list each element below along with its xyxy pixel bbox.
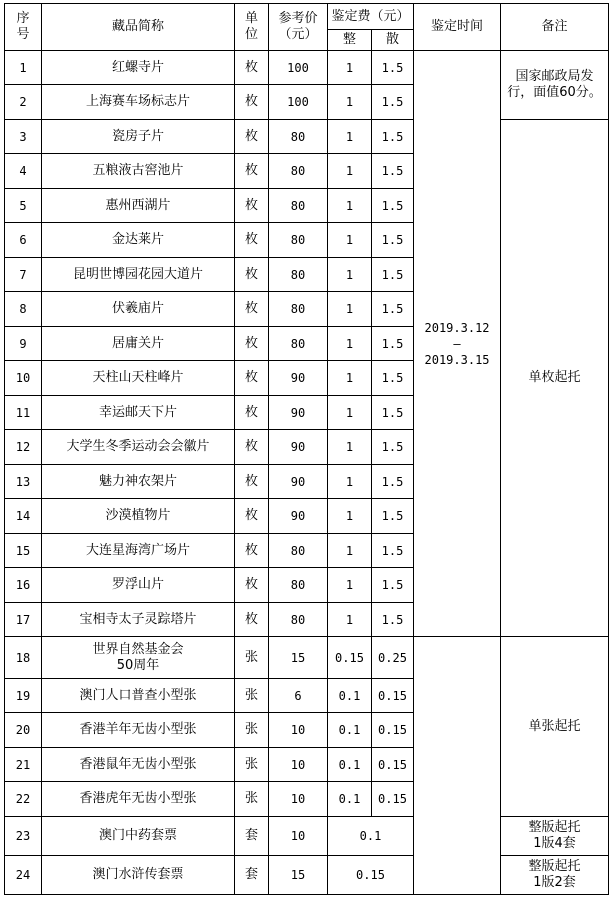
row-unit: 张 [235, 748, 269, 782]
row-unit: 枚 [235, 430, 269, 465]
row-unit: 张 [235, 637, 269, 679]
row-unit: 枚 [235, 85, 269, 120]
row-name: 伏羲庙片 [42, 292, 235, 327]
row-fee-loose: 0.25 [372, 637, 414, 679]
row-fee-loose: 0.15 [372, 679, 414, 713]
row-fee-whole: 1 [328, 292, 372, 327]
row-fee-whole: 1 [328, 51, 372, 85]
row-name: 瓷房子片 [42, 120, 235, 154]
note-full-sheet-2: 整版起托 1版2套 [501, 856, 609, 895]
row-fee-loose: 1.5 [372, 258, 414, 292]
row-unit: 张 [235, 679, 269, 713]
row-unit: 套 [235, 856, 269, 895]
row-seq: 1 [5, 51, 42, 85]
row-fee-loose: 1.5 [372, 534, 414, 568]
row-price: 10 [269, 713, 328, 748]
row-unit: 张 [235, 713, 269, 748]
header-name: 藏品简称 [42, 4, 235, 51]
row-fee-loose: 1.5 [372, 568, 414, 603]
row-price: 90 [269, 361, 328, 396]
row-name: 香港羊年无齿小型张 [42, 713, 235, 748]
row-name: 幸运邮天下片 [42, 396, 235, 430]
row-fee-loose: 1.5 [372, 430, 414, 465]
row-seq: 7 [5, 258, 42, 292]
row-price: 90 [269, 499, 328, 534]
header-fee: 鉴定费（元） [328, 4, 414, 30]
header-note: 备注 [501, 4, 609, 51]
row-fee-whole: 0.1 [328, 782, 372, 817]
row-unit: 枚 [235, 568, 269, 603]
row-seq: 13 [5, 465, 42, 499]
row-price: 80 [269, 120, 328, 154]
row-unit: 枚 [235, 396, 269, 430]
row-fee-whole: 1 [328, 189, 372, 223]
row-price: 90 [269, 430, 328, 465]
row-seq: 12 [5, 430, 42, 465]
row-price: 100 [269, 51, 328, 85]
row-unit: 枚 [235, 361, 269, 396]
row-seq: 9 [5, 327, 42, 361]
row-fee-whole: 1 [328, 327, 372, 361]
header-ref-price: 参考价 （元） [269, 4, 328, 51]
appraisal-time: 2019.3.12 – 2019.3.15 [414, 51, 501, 637]
row-price: 90 [269, 465, 328, 499]
row-name: 居庸关片 [42, 327, 235, 361]
row-price: 80 [269, 223, 328, 258]
row-name: 金达莱片 [42, 223, 235, 258]
row-unit: 枚 [235, 534, 269, 568]
row-unit: 枚 [235, 120, 269, 154]
row-price: 15 [269, 856, 328, 895]
row-unit: 枚 [235, 51, 269, 85]
row-fee-loose: 1.5 [372, 223, 414, 258]
row-fee-loose: 1.5 [372, 85, 414, 120]
row-name: 红螺寺片 [42, 51, 235, 85]
row-fee-whole: 1 [328, 603, 372, 637]
row-fee-whole: 1 [328, 154, 372, 189]
table-row [5, 51, 609, 85]
row-unit: 枚 [235, 223, 269, 258]
row-unit: 套 [235, 817, 269, 856]
note-issuer: 国家邮政局发行，面值60分。 [501, 51, 609, 120]
row-fee-whole: 1 [328, 223, 372, 258]
row-price: 80 [269, 154, 328, 189]
row-fee: 0.15 [328, 856, 414, 895]
row-name: 惠州西湖片 [42, 189, 235, 223]
row-seq: 24 [5, 856, 42, 895]
row-fee-loose: 1.5 [372, 154, 414, 189]
row-seq: 2 [5, 85, 42, 120]
row-fee-whole: 1 [328, 258, 372, 292]
row-price: 15 [269, 637, 328, 679]
row-fee-loose: 1.5 [372, 292, 414, 327]
row-name: 昆明世博园花园大道片 [42, 258, 235, 292]
row-name: 世界自然基金会 50周年 [42, 637, 235, 679]
appraisal-fee-table [4, 3, 609, 895]
row-fee-loose: 1.5 [372, 396, 414, 430]
row-fee-whole: 0.1 [328, 713, 372, 748]
row-price: 10 [269, 782, 328, 817]
row-price: 10 [269, 817, 328, 856]
note-single-sheet: 单张起托 [501, 637, 609, 817]
row-name: 上海赛车场标志片 [42, 85, 235, 120]
row-unit: 枚 [235, 603, 269, 637]
row-name: 罗浮山片 [42, 568, 235, 603]
row-name: 魅力神农架片 [42, 465, 235, 499]
row-fee-loose: 1.5 [372, 189, 414, 223]
header-fee-loose: 散 [372, 30, 414, 51]
table-row [5, 120, 609, 154]
row-seq: 5 [5, 189, 42, 223]
row-name: 五粮液古窖池片 [42, 154, 235, 189]
row-name: 大连星海湾广场片 [42, 534, 235, 568]
row-name: 宝相寺太子灵踪塔片 [42, 603, 235, 637]
row-seq: 8 [5, 292, 42, 327]
row-fee-whole: 1 [328, 396, 372, 430]
row-fee-whole: 1 [328, 465, 372, 499]
header-fee-whole: 整 [328, 30, 372, 51]
row-price: 80 [269, 568, 328, 603]
row-unit: 枚 [235, 465, 269, 499]
row-price: 80 [269, 189, 328, 223]
row-seq: 20 [5, 713, 42, 748]
row-unit: 张 [235, 782, 269, 817]
row-fee-loose: 1.5 [372, 361, 414, 396]
row-fee-whole: 1 [328, 430, 372, 465]
row-fee-loose: 1.5 [372, 327, 414, 361]
row-seq: 21 [5, 748, 42, 782]
row-seq: 18 [5, 637, 42, 679]
row-unit: 枚 [235, 154, 269, 189]
row-seq: 10 [5, 361, 42, 396]
row-name: 澳门水浒传套票 [42, 856, 235, 895]
row-fee-loose: 1.5 [372, 51, 414, 85]
row-price: 10 [269, 748, 328, 782]
row-name: 澳门人口普查小型张 [42, 679, 235, 713]
row-unit: 枚 [235, 189, 269, 223]
row-fee-whole: 1 [328, 499, 372, 534]
row-fee: 0.1 [328, 817, 414, 856]
row-unit: 枚 [235, 327, 269, 361]
row-fee-loose: 0.15 [372, 713, 414, 748]
row-fee-loose: 1.5 [372, 465, 414, 499]
row-fee-whole: 0.1 [328, 679, 372, 713]
row-unit: 枚 [235, 292, 269, 327]
row-fee-whole: 1 [328, 85, 372, 120]
row-name: 沙漠植物片 [42, 499, 235, 534]
row-name: 澳门中药套票 [42, 817, 235, 856]
table-row [5, 856, 609, 895]
row-price: 6 [269, 679, 328, 713]
row-fee-loose: 0.15 [372, 782, 414, 817]
table-row [5, 637, 609, 679]
row-fee-whole: 1 [328, 568, 372, 603]
row-fee-whole: 1 [328, 361, 372, 396]
table-row [5, 817, 609, 856]
time-empty-cell [414, 637, 501, 895]
row-price: 80 [269, 258, 328, 292]
row-seq: 15 [5, 534, 42, 568]
row-unit: 枚 [235, 499, 269, 534]
row-name: 香港鼠年无齿小型张 [42, 748, 235, 782]
row-seq: 23 [5, 817, 42, 856]
note-full-sheet-4: 整版起托 1版4套 [501, 817, 609, 856]
row-seq: 19 [5, 679, 42, 713]
row-name: 大学生冬季运动会会徽片 [42, 430, 235, 465]
row-fee-loose: 1.5 [372, 120, 414, 154]
row-price: 80 [269, 327, 328, 361]
row-unit: 枚 [235, 258, 269, 292]
row-fee-loose: 1.5 [372, 603, 414, 637]
row-fee-loose: 0.15 [372, 748, 414, 782]
row-fee-loose: 1.5 [372, 499, 414, 534]
row-price: 80 [269, 292, 328, 327]
row-price: 100 [269, 85, 328, 120]
row-seq: 22 [5, 782, 42, 817]
note-single-piece: 单枚起托 [501, 120, 609, 637]
header-time: 鉴定时间 [414, 4, 501, 51]
header-unit: 单 位 [235, 4, 269, 51]
row-price: 80 [269, 603, 328, 637]
row-seq: 6 [5, 223, 42, 258]
row-seq: 17 [5, 603, 42, 637]
row-fee-whole: 1 [328, 120, 372, 154]
row-fee-whole: 0.15 [328, 637, 372, 679]
header-seq: 序 号 [5, 4, 42, 51]
row-name: 香港虎年无齿小型张 [42, 782, 235, 817]
row-seq: 16 [5, 568, 42, 603]
row-seq: 14 [5, 499, 42, 534]
row-seq: 3 [5, 120, 42, 154]
row-fee-whole: 1 [328, 534, 372, 568]
row-name: 天柱山天柱峰片 [42, 361, 235, 396]
row-seq: 4 [5, 154, 42, 189]
row-price: 80 [269, 534, 328, 568]
row-fee-whole: 0.1 [328, 748, 372, 782]
row-price: 90 [269, 396, 328, 430]
row-seq: 11 [5, 396, 42, 430]
